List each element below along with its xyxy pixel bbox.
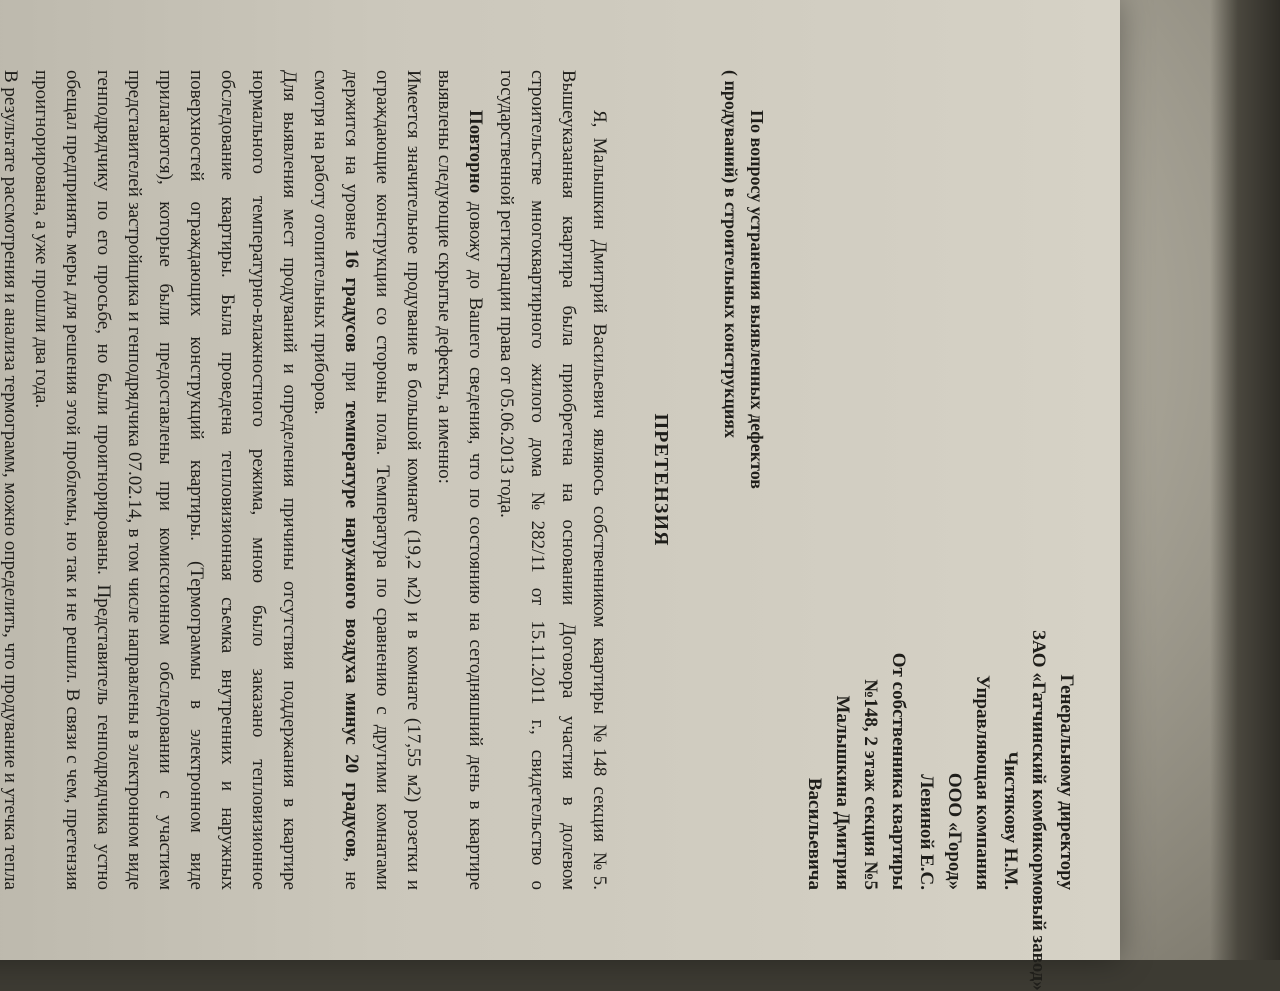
addressee-line: Малышкина Дмитрия [832,695,853,890]
notice-emphasis: Повторно [465,110,486,194]
addressee-line: От собственника квартиры [888,652,909,890]
addressee-line: Левиной Е.С. [916,774,937,890]
subject-line: По вопросу устранения выявленных дефектов ( продуваний) в строительных конструкциях [721,70,767,489]
addressee-line: Чистякову Н.М. [1000,751,1021,890]
paragraph-defects [305,70,429,890]
paragraph-survey: Для выявления мест продуваний и определения причины отсутствия поддержания в квартире нормального температурно-влажностного режима, мною было заказано тепловизионное обследование квартиры. Была проведена тепловизионная съемка внутренних и наружных поверхностей ограждающих конструкций квартиры. (Термограммы в электронном виде прилагаются), которые были предоставлены при комиссионном обследовании с участием представителей застройщика и генподрядчика 07.02.14, в том числе направлены в электронном виде генподрядчику по его просьбе, но были проигнорированы. Представитель генподрядчика устно обещал предпринять меры для решения этой проблемы, но так и не решил. В связи с чем, претензия проигнорирована, а уже прошли два года. [31,70,300,890]
paragraph-analysis: В результате рассмотрения и анализа термограмм, можно определить, что продувание и утечка тепла [0,70,21,890]
addressee-line: ЗАО «Гатчинский комбикормовый завод» [1028,630,1049,991]
defects-text-d: , не смотря на работу отопительных приборов. [310,70,362,890]
defects-temp-inside: 16 градусов [341,249,362,353]
defects-text-a: Имеется значительное продувание в большой комнате (19,2 м2) и в комнате (17,55 м2) розетки и ограждающие конструкции со стороны пола. Температура по сравнению с другими комнатами держится на уровне [341,70,424,890]
addressee-line: Васильевича [804,777,825,890]
paragraph-owner: Я, Малышкин Дмитрий Васильевич являюсь собственником квартиры №148 секция №5. Вышеуказанная квартира была приобретена на основании Договора участия в долевом строительстве многоквартирного жилого дома №282/11 от 15.11.2011 г., свидетельство о государственной регистрации права от 05.06.2013 года. [496,70,610,890]
defects-temp-outside: температуре наружного воздуха минус 20 градусов [341,400,362,858]
paragraph-notice [429,70,491,890]
addressee-line: Управляющая компания [972,675,993,890]
addressee-line: Генеральному директору [1056,674,1077,890]
table-edge [1210,0,1280,960]
defects-text-c: при [341,352,362,401]
addressee-line: №148, 2 этаж секция №5 [860,679,881,890]
addressee-block [800,630,1080,991]
addressee-line: ООО «Город» [944,772,965,890]
document-title: ПРЕТЕНЗИЯ [650,413,672,547]
notice-text: довожу до Вашего сведения, что по состоянию на сегодняшний день в квартире выявлены следующие скрытые дефекты, а именно: [434,70,486,890]
